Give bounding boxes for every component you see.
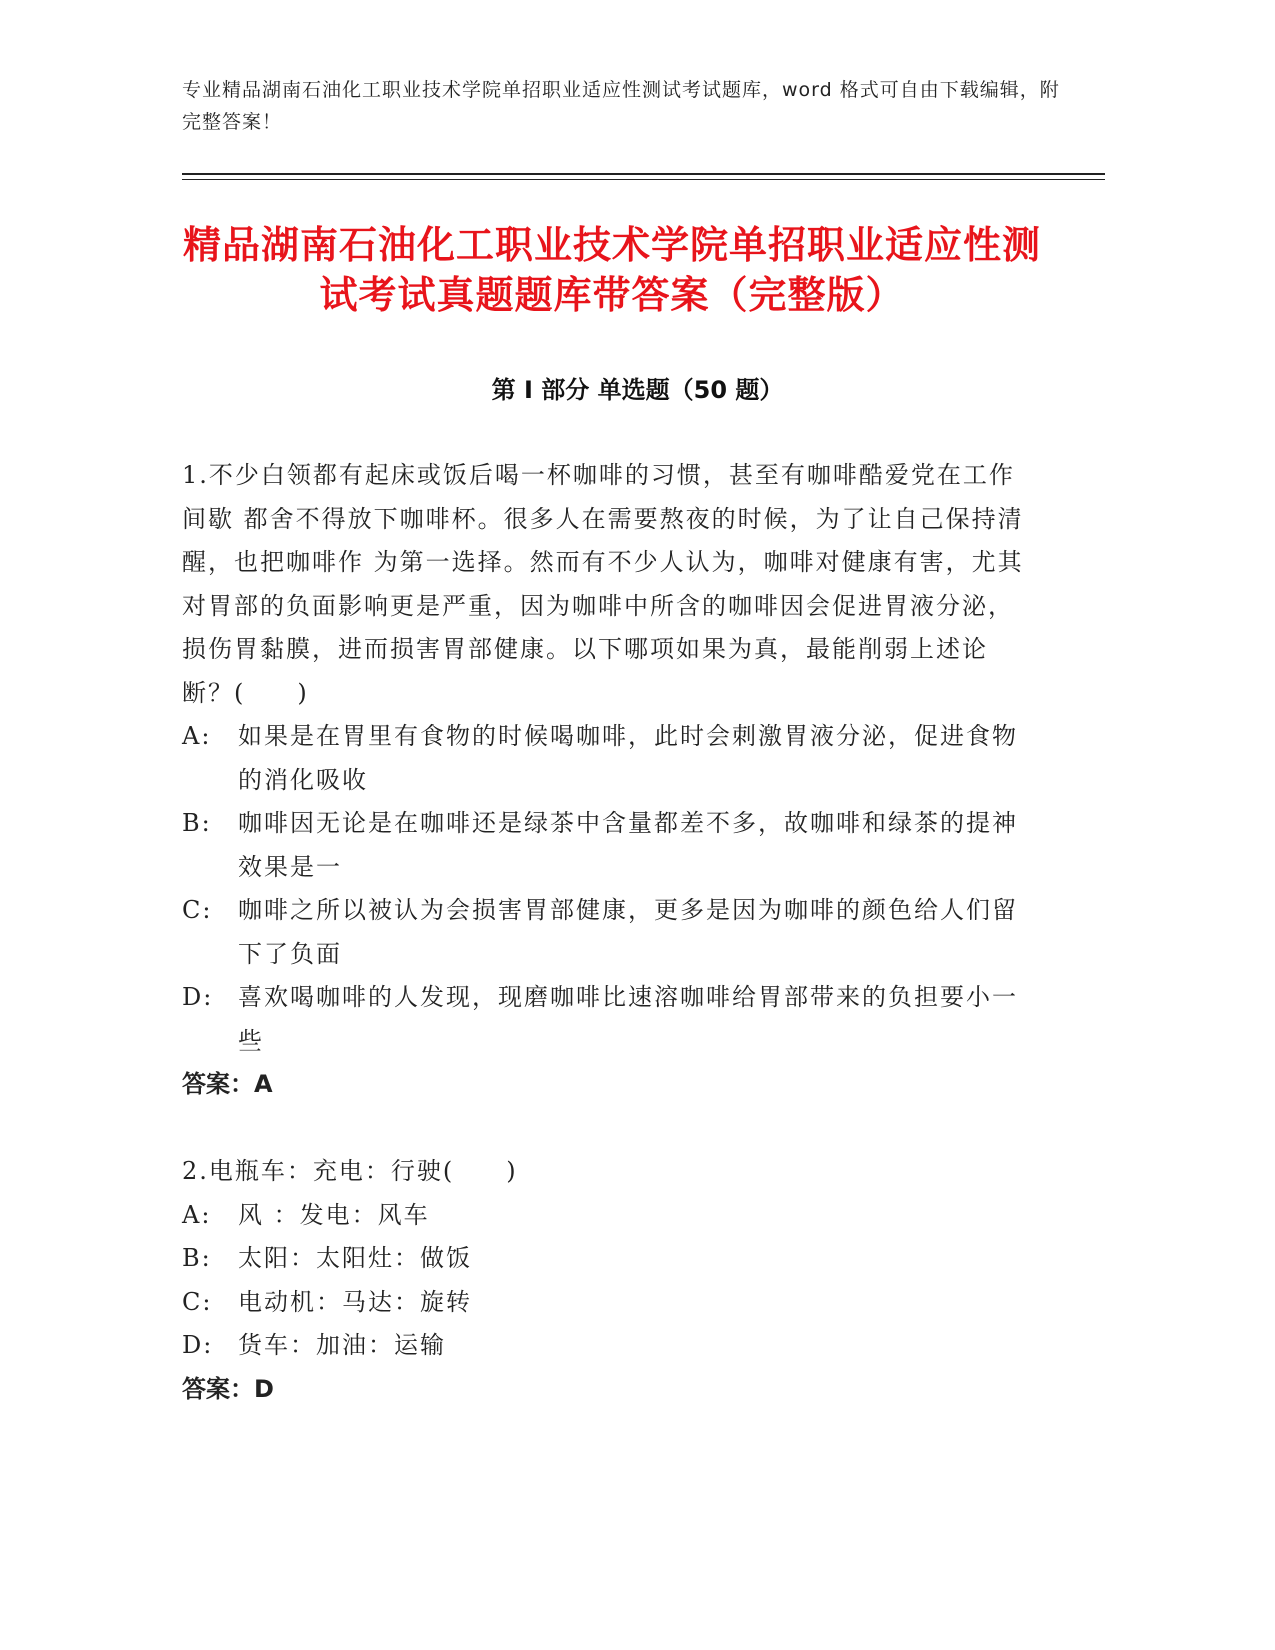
option-c: [182, 1281, 1032, 1325]
question-2: [182, 1150, 1032, 1411]
option-a: [182, 715, 1032, 802]
answer-line: 答案：A: [182, 1070, 273, 1098]
option-letter: B:: [182, 809, 212, 837]
option-text: 货车：加油：运输: [238, 1331, 446, 1359]
question-1: [182, 454, 1032, 1107]
question-stem: 1.不少白领都有起床或饭后喝一杯咖啡的习惯，甚至有咖啡酷爱党在工作间歇 都舍不得放下咖啡杯。很多人在需要熬夜的时候，为了让自己保持清醒，也把咖啡作 为第一选择。然而有不少人认为，咖啡对健康有害，尤其对胃部的负面影响更是严重，因为咖啡中所含的咖啡因会促进胃液分泌，损伤胃黏膜，进而损害胃部健康。以下哪项如果为真，最能削弱上述论断？( ): [182, 461, 1024, 707]
option-text: 咖啡之所以被认为会损害胃部健康，更多是因为咖啡的颜色给人们留下了负面: [238, 896, 1018, 968]
option-letter: D:: [182, 1331, 214, 1359]
option-text: 咖啡因无论是在咖啡还是绿茶中含量都差不多，故咖啡和绿茶的提神效果是一: [238, 809, 1018, 881]
option-letter: A:: [182, 1200, 212, 1229]
answer-line: 答案：D: [182, 1374, 274, 1403]
option-letter: C:: [182, 1287, 213, 1316]
option-letter: C:: [182, 896, 213, 924]
option-b: [182, 802, 1032, 889]
document-title: 精品湖南石油化工职业技术学院单招职业适应性测试考试真题题库带答案（完整版）: [182, 223, 1041, 317]
option-d: [182, 976, 1032, 1063]
option-a: [182, 1194, 1032, 1238]
option-letter: B:: [182, 1244, 212, 1272]
option-text: 太阳：太阳灶：做饭: [238, 1244, 472, 1272]
option-text: 如果是在胃里有食物的时候喝咖啡，此时会刺激胃液分泌，促进食物的消化吸收: [238, 722, 1018, 794]
header-divider-thick: [182, 173, 1105, 175]
section-heading: 第 I 部分 单选题（50 题）: [491, 376, 784, 404]
option-c: [182, 889, 1032, 976]
header-note: 专业精品湖南石油化工职业技术学院单招职业适应性测试考试题库，word 格式可自由下载编辑，附完整答案！: [182, 79, 1060, 133]
option-letter: D:: [182, 983, 214, 1011]
question-stem: 2.电瓶车：充电：行驶( ): [182, 1157, 518, 1185]
header-divider-thin: [182, 179, 1105, 180]
option-d: [182, 1324, 1032, 1368]
option-b: [182, 1237, 1032, 1281]
option-text: 电动机：马达：旋转: [238, 1287, 472, 1316]
option-text: 喜欢喝咖啡的人发现，现磨咖啡比速溶咖啡给胃部带来的负担要小一些: [238, 983, 1018, 1055]
option-text: 风 ：发电：风车: [238, 1200, 430, 1229]
option-letter: A:: [182, 722, 212, 750]
